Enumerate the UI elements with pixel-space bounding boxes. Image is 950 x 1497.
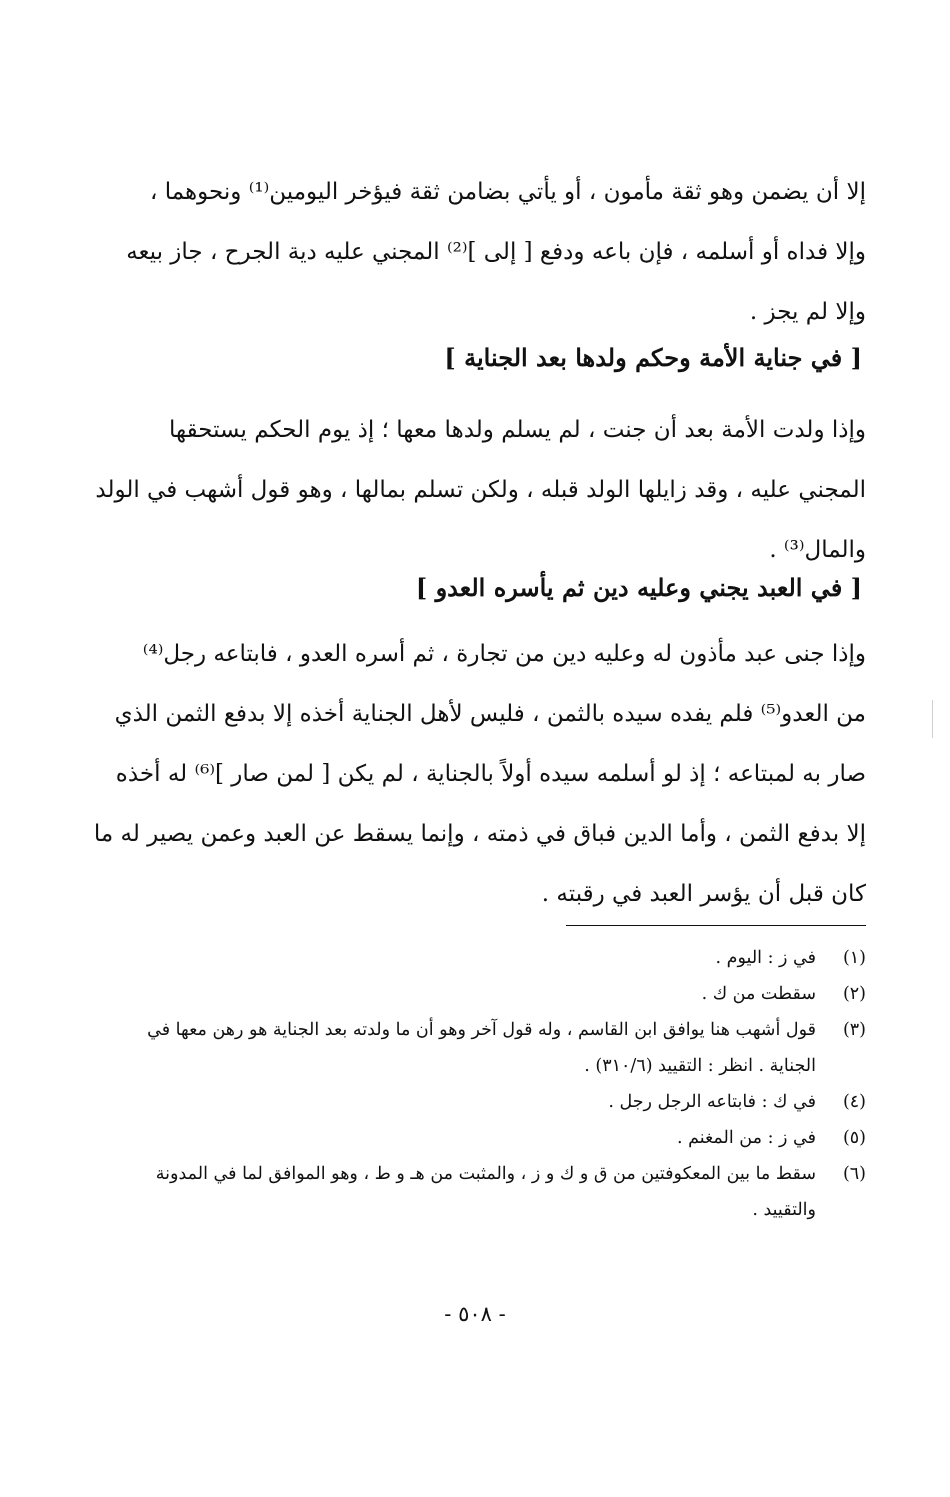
text-line: المجني عليه ، وقد زايلها الولد قبله ، ولكن تسلم بمالها ، وهو قول أشهب في الولد [95, 477, 866, 503]
text-line: من العدو⁽⁵⁾ فلم يفده سيده بالثمن ، فليس لأهل الجناية أخذه إلا بدفع الثمن الذي [114, 701, 866, 727]
footnote-number: (١) [842, 948, 866, 968]
footnote-number: (٤) [842, 1092, 866, 1112]
footnote-text: قول أشهب هنا يوافق ابن القاسم ، وله قول آخر وهو أن ما ولدته بعد الجناية هو رهن معها في [147, 1020, 816, 1040]
footnote-text: في ك : فابتاعه الرجل رجل . [608, 1092, 816, 1112]
paragraph-slave-captured [66, 624, 866, 924]
text-line: إلا بدفع الثمن ، وأما الدين فباق في ذمته ، وإنما يسقط عن العبد وعمن يصير له ما [93, 821, 866, 847]
footnote-text: في ز : اليوم . [715, 948, 816, 968]
footnote-text: سقط ما بين المعكوفتين من ق و ك و ز ، والمثبت من هـ و ط ، وهو الموافق لما في المدونة [155, 1164, 816, 1184]
text-line: كان قبل أن يؤسر العبد في رقبته . [541, 881, 866, 907]
footnote-2 [62, 976, 866, 1012]
footnote-3 [62, 1012, 866, 1084]
text-line: صار به لمبتاعه ؛ إذ لو أسلمه سيده أولاً بالجناية ، لم يكن [ لمن صار ]⁽⁶⁾ له أخذه [115, 761, 866, 787]
text-line: وإذا ولدت الأمة بعد أن جنت ، لم يسلم ولدها معها ؛ إذ يوم الحكم يستحقها [169, 417, 866, 443]
paragraph-slave-woman [66, 400, 866, 580]
footnote-1 [62, 940, 866, 976]
text-line: وإلا فداه أو أسلمه ، فإن باعه ودفع [ إلى ]⁽²⁾ المجني عليه دية الجرح ، جاز بيعه [126, 239, 866, 265]
footnote-text: الجناية . انظر : التقييد (٣١٠/٦) . [584, 1056, 816, 1076]
footnote-separator [566, 925, 866, 926]
footnote-number: (٢) [842, 984, 866, 1004]
footnote-number: (٦) [842, 1164, 866, 1184]
page-number: - ٥٠٨ - [444, 1302, 506, 1326]
footnote-number: (٥) [842, 1128, 866, 1148]
footnote-number: (٣) [842, 1020, 866, 1040]
margin-mark [932, 700, 933, 738]
footnote-text: سقطت من ك . [701, 984, 816, 1004]
footnote-text: والتقييد . [752, 1200, 816, 1220]
paragraph-opening [66, 162, 866, 342]
footnote-5 [62, 1120, 866, 1156]
footnote-text: في ز : من المغنم . [676, 1128, 816, 1148]
text-line: إلا أن يضمن وهو ثقة مأمون ، أو يأتي بضامن ثقة فيؤخر اليومين⁽¹⁾ ونحوهما ، [149, 179, 866, 205]
footnote-4 [62, 1084, 866, 1120]
footnote-6 [62, 1156, 866, 1228]
text-line: والمال⁽³⁾ . [769, 537, 866, 563]
text-line: وإذا جنى عبد مأذون له وعليه دين من تجارة ، ثم أسره العدو ، فابتاعه رجل⁽⁴⁾ [142, 641, 866, 667]
section-heading-slave-woman-crime: [ في جناية الأمة وحكم ولدها بعد الجناية ] [444, 343, 862, 372]
section-heading-slave-captured: [ في العبد يجني وعليه دين ثم يأسره العدو ] [415, 573, 862, 602]
footnotes [62, 940, 866, 1228]
text-line: وإلا لم يجز . [749, 299, 866, 325]
